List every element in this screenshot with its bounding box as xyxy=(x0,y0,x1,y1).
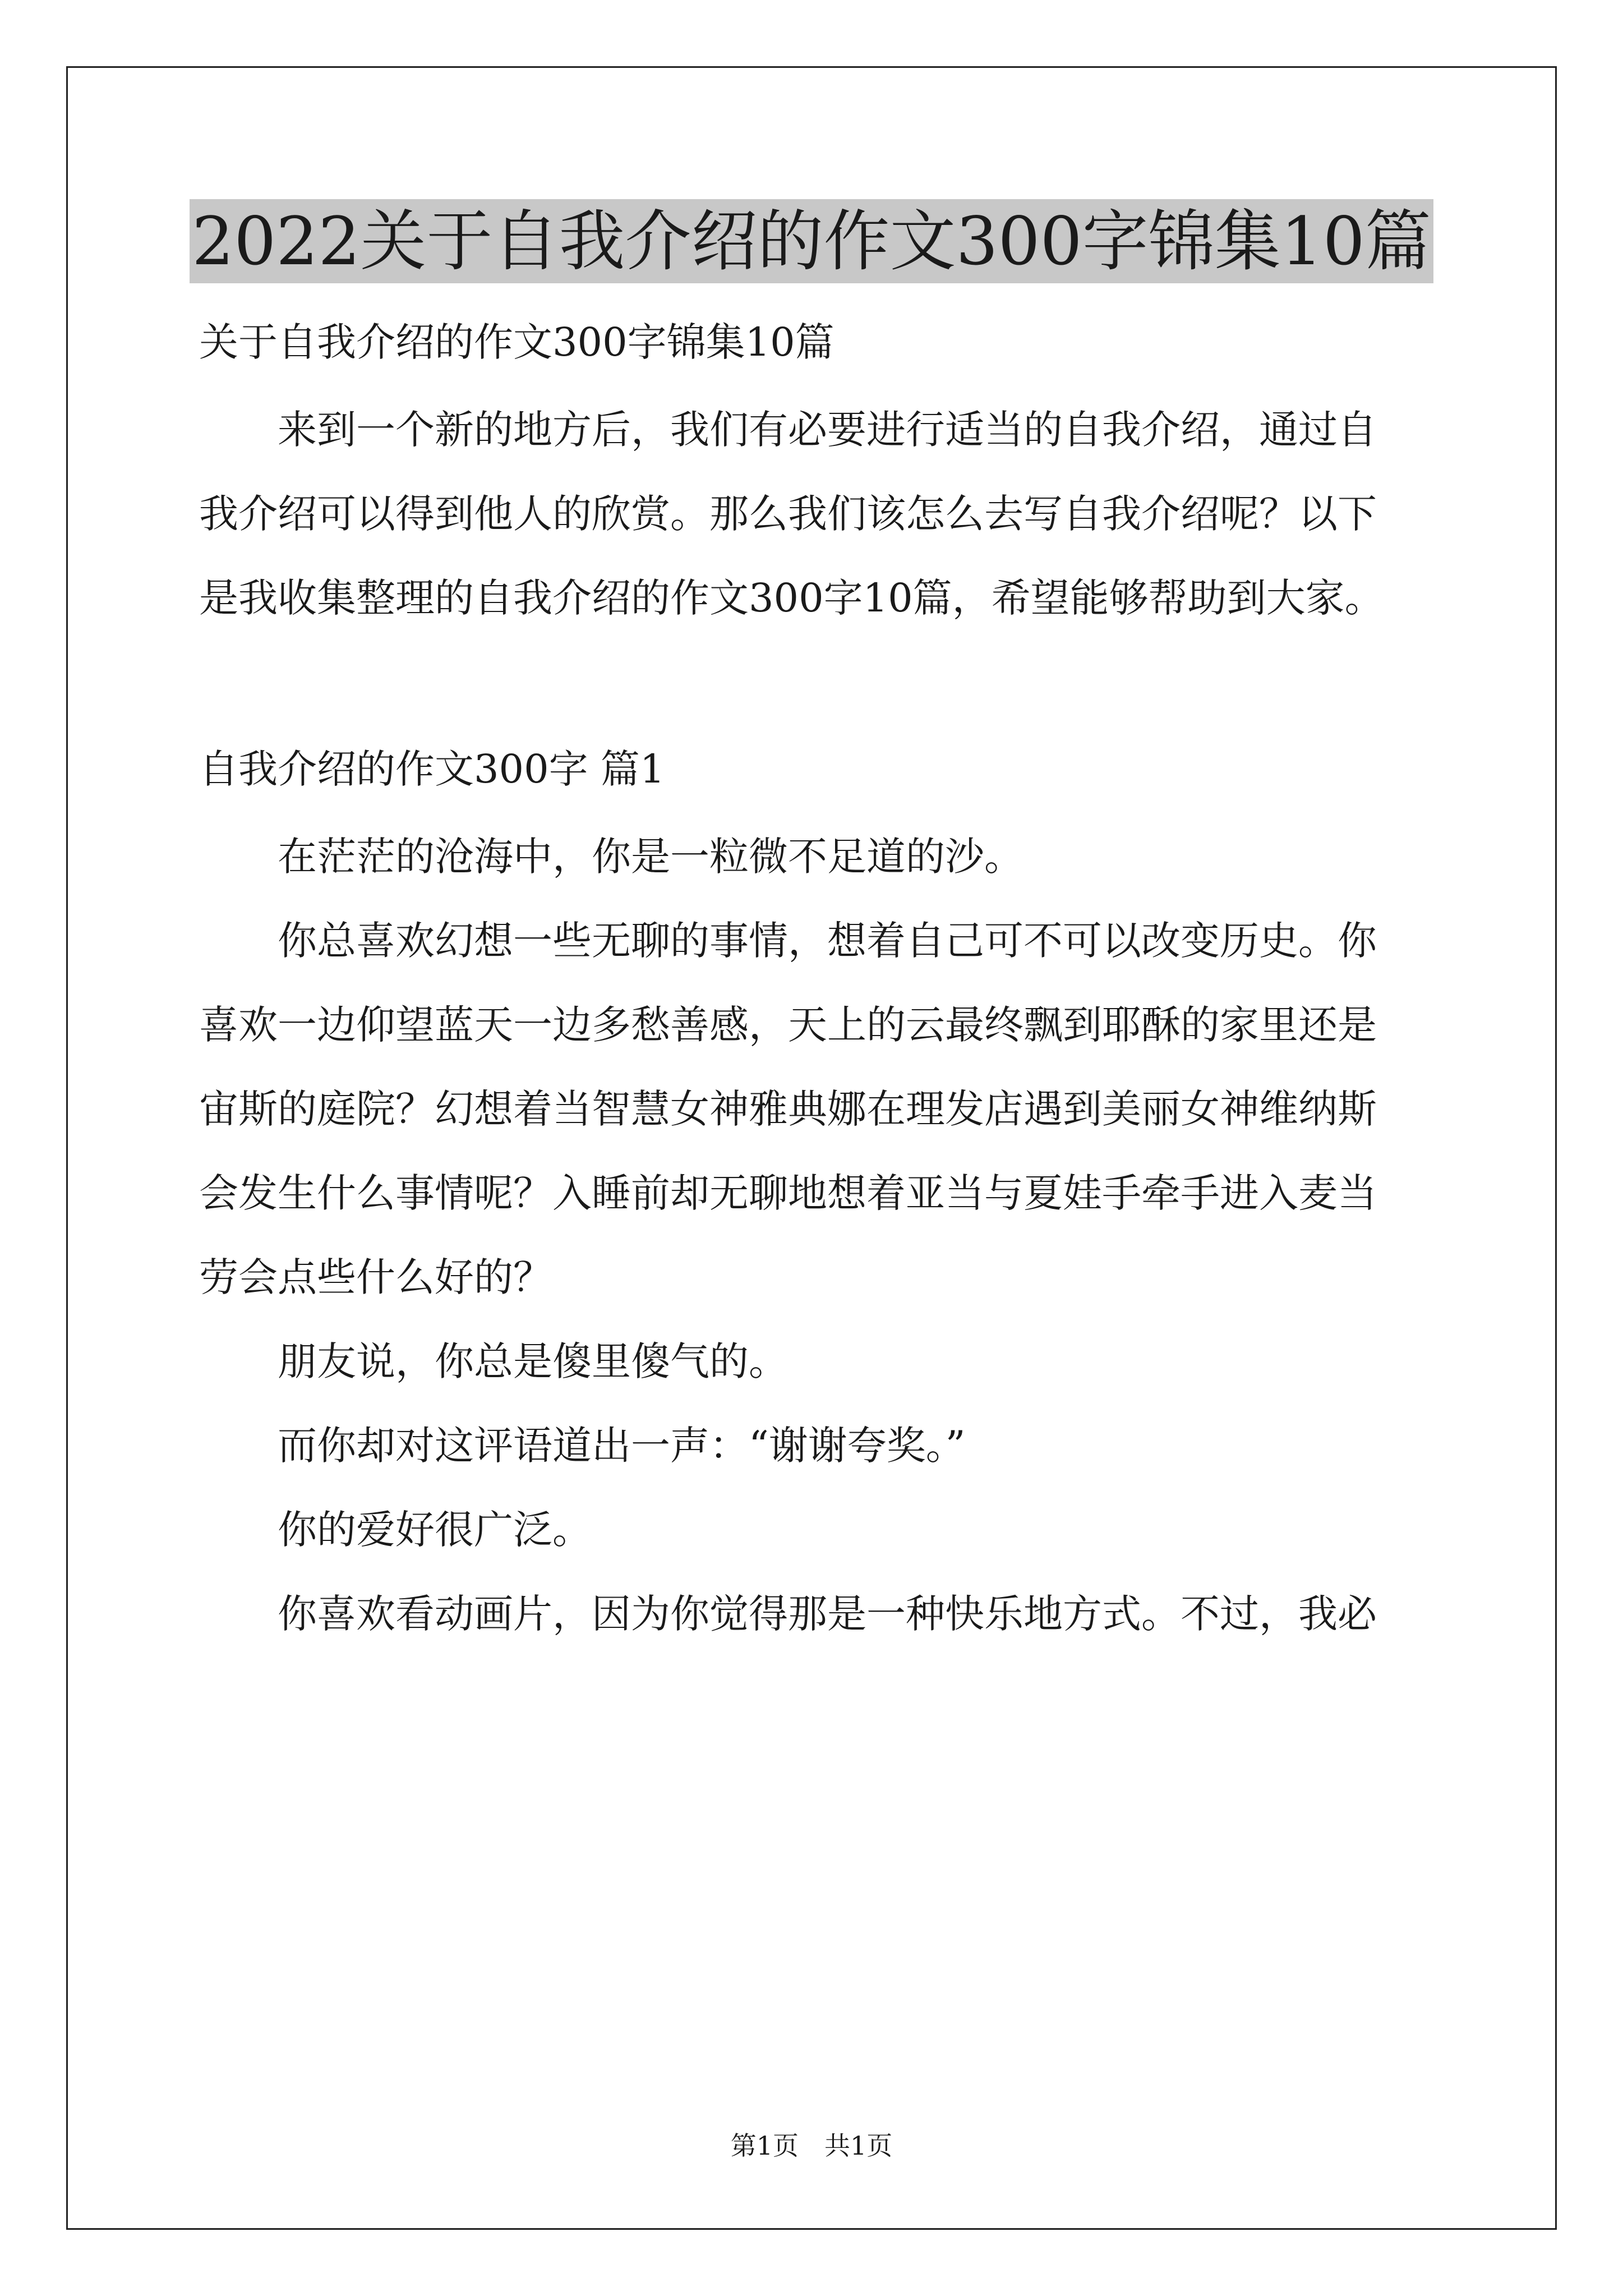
intro-line-1: 来到一个新的地方后，我们有必要进行适当的自我介绍，通过自 xyxy=(199,407,1377,453)
body-line-4: 宙斯的庭院？幻想着当智慧女神雅典娜在理发店遇到美丽女神维纳斯 xyxy=(199,1086,1377,1132)
body-line-5: 会发生什么事情呢？入睡前却无聊地想着亚当与夏娃手牵手进入麦当 xyxy=(199,1170,1377,1216)
title-container xyxy=(0,199,1623,283)
body-line-8: 而你却对这评语道出一声：“谢谢夸奖。” xyxy=(199,1423,966,1469)
intro-line-3: 是我收集整理的自我介绍的作文300字10篇，希望能够帮助到大家。 xyxy=(199,575,1384,621)
body-line-1: 在茫茫的沧海中，你是一粒微不足道的沙。 xyxy=(199,834,1023,880)
body-line-10: 你喜欢看动画片，因为你觉得那是一种快乐地方式。不过，我必 xyxy=(199,1591,1377,1637)
body-line-7: 朋友说，你总是傻里傻气的。 xyxy=(199,1338,788,1384)
body-line-2: 你总喜欢幻想一些无聊的事情，想着自己可不可以改变历史。你 xyxy=(199,918,1377,964)
body-line-3: 喜欢一边仰望蓝天一边多愁善感，天上的云最终飘到耶酥的家里还是 xyxy=(199,1002,1377,1048)
document-title: 2022关于自我介绍的作文300字锦集10篇 xyxy=(190,199,1433,283)
section-heading: 自我介绍的作文300字 篇1 xyxy=(199,746,665,792)
body-line-9: 你的爱好很广泛。 xyxy=(199,1507,592,1553)
document-body xyxy=(199,292,1427,1642)
body-line-6: 劳会点些什么好的？ xyxy=(199,1254,552,1300)
document-subtitle: 关于自我介绍的作文300字锦集10篇 xyxy=(199,319,834,365)
page-footer: 第1页 共1页 xyxy=(730,2131,893,2161)
intro-line-2: 我介绍可以得到他人的欣赏。那么我们该怎么去写自我介绍呢？以下 xyxy=(199,491,1377,537)
